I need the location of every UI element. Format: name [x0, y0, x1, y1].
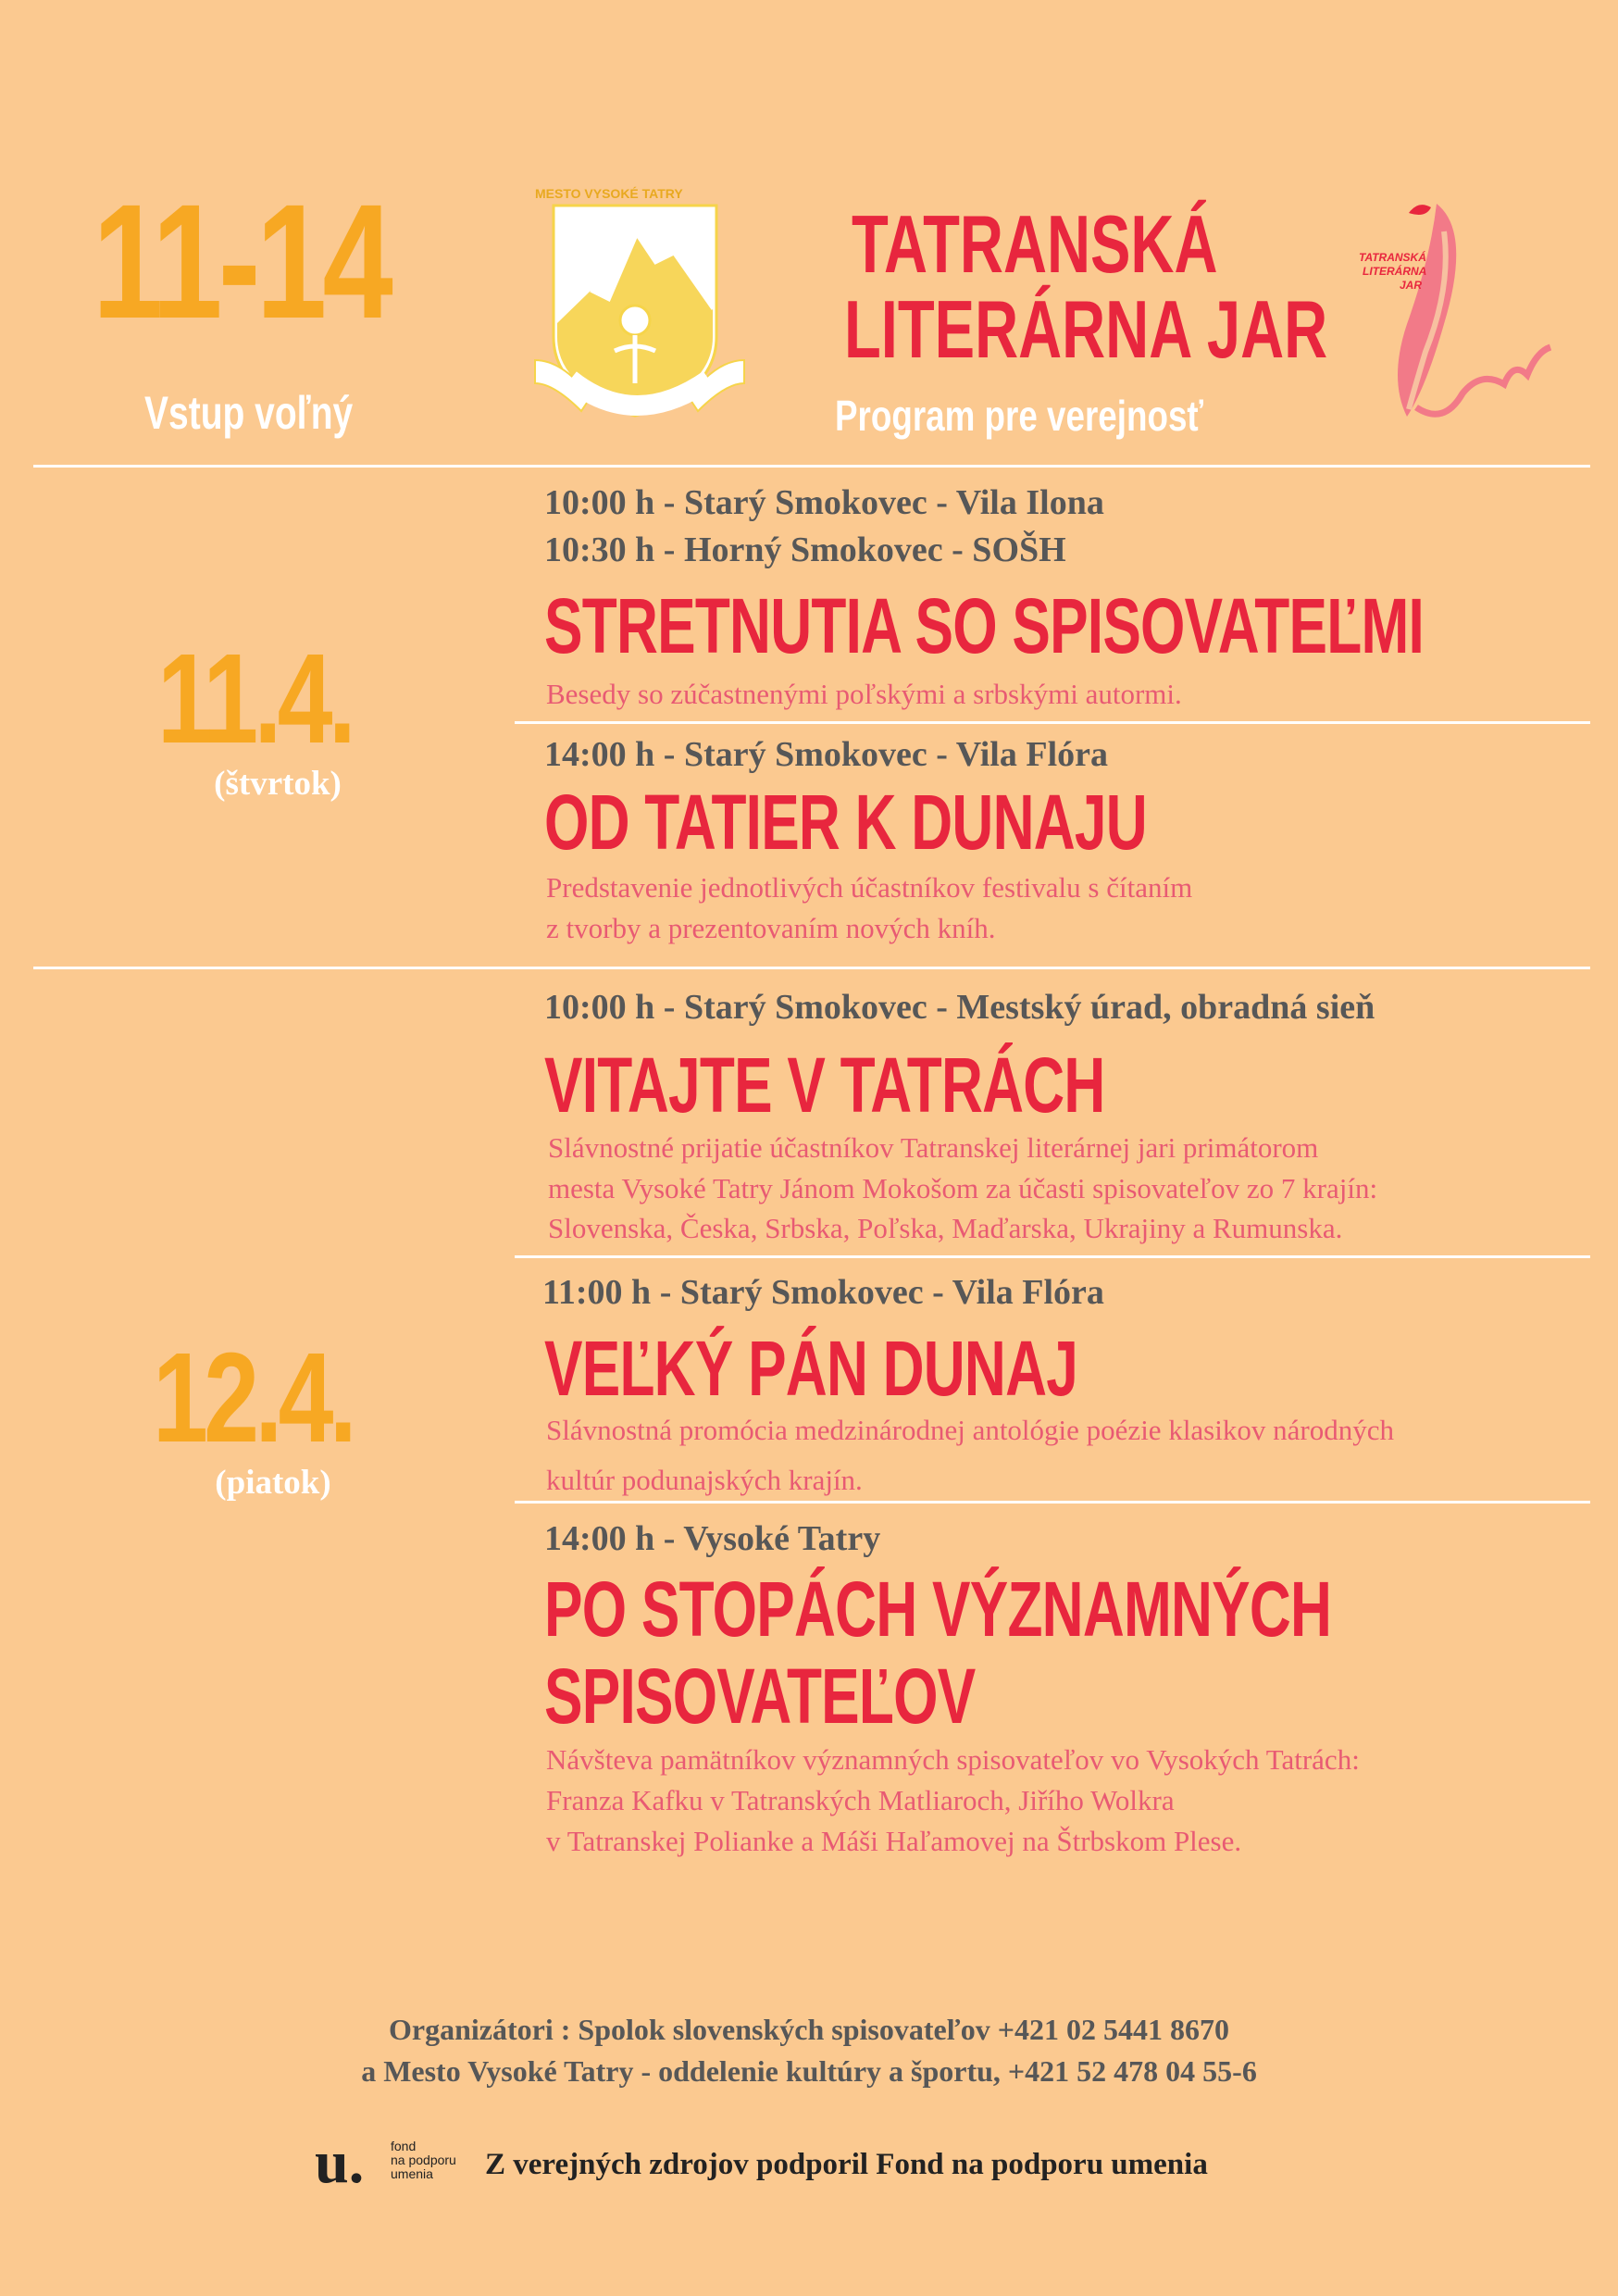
- day2-date: 12.4.: [153, 1327, 354, 1469]
- festival-logo-line1: TATRANSKÁ: [1359, 251, 1426, 264]
- festival-logo-line3: JAR: [1400, 279, 1423, 292]
- day2-event3-desc1: Návšteva pamätníkov významných spisovateľov vo Vysokých Tatrách:: [546, 1743, 1360, 1776]
- free-entry-label: Vstup voľný: [144, 387, 354, 439]
- day1-event-divider: [515, 721, 1590, 724]
- day2-event1-desc2: mesta Vysoké Tatry Jánom Mokošom za účasti spisovateľov zo 7 krajín:: [548, 1172, 1378, 1204]
- day2-event3-title1: PO STOPÁCH VÝZNAMNÝCH: [544, 1566, 1332, 1653]
- day2-event2-title: VEĽKÝ PÁN DUNAJ: [544, 1325, 1078, 1412]
- fund-logo-line2: na podporu: [391, 2152, 456, 2167]
- support-statement: Z verejných zdrojov podporil Fond na podporu umenia: [485, 2148, 1208, 2181]
- festival-dates: 11-14: [93, 171, 390, 353]
- day2-event2-desc2: kultúr podunajských krajín.: [546, 1464, 863, 1496]
- day1-weekday: (štvrtok): [214, 765, 342, 803]
- day1-event1-title: STRETNUTIA SO SPISOVATEĽMI: [544, 582, 1425, 669]
- festival-logo: [1351, 194, 1555, 426]
- day2-event1-desc1: Slávnostné prijatie účastníkov Tatranskej literárnej jari primátorom: [548, 1131, 1319, 1164]
- day1-event2-desc2: z tvorby a prezentovaním nových kníh.: [546, 912, 996, 944]
- fund-logo-line1: fond: [391, 2139, 417, 2153]
- fund-logo: [315, 2128, 481, 2199]
- crest-text: MESTO VYSOKÉ TATRY: [535, 186, 683, 201]
- day2-event2-desc1: Slávnostná promócia medzinárodnej antológie poézie klasikov národných: [546, 1414, 1394, 1446]
- day2-event-divider1: [515, 1255, 1590, 1258]
- day2-event1-desc3: Slovenska, Česka, Srbska, Poľska, Maďarska, Ukrajiny a Rumunska.: [548, 1212, 1343, 1244]
- day2-event3-title2: SPISOVATEĽOV: [544, 1653, 976, 1740]
- festival-logo-line2: LITERÁRNA: [1363, 265, 1427, 278]
- organizers-line2: a Mesto Vysoké Tatry - oddelenie kultúry a športu, +421 52 478 04 55-6: [361, 2054, 1257, 2088]
- day2-event2-time1: 11:00 h - Starý Smokovec - Vila Flóra: [542, 1273, 1104, 1312]
- day1-event1-time1: 10:00 h - Starý Smokovec - Vila Ilona: [544, 483, 1104, 522]
- festival-subtitle: Program pre verejnosť: [835, 392, 1204, 440]
- day1-event1-time2: 10:30 h - Horný Smokovec - SOŠH: [544, 530, 1066, 569]
- day2-event1-title: VITAJTE V TATRÁCH: [544, 1042, 1105, 1129]
- day2-weekday: (piatok): [215, 1464, 331, 1502]
- day1-event2-title: OD TATIER K DUNAJU: [544, 779, 1147, 866]
- day2-event3-desc3: v Tatranskej Polianke a Máši Haľamovej na Štrbskom Plese.: [546, 1825, 1242, 1857]
- day2-event3-desc2: Franza Kafku v Tatranských Matliaroch, Jiřího Wolkra: [546, 1784, 1175, 1816]
- organizers-line1: Organizátori : Spolok slovenských spisovateľov +421 02 5441 8670: [389, 2013, 1229, 2046]
- festival-title-line2: LITERÁRNA JAR: [844, 283, 1328, 375]
- header: [0, 0, 1618, 468]
- fund-logo-letter: u.: [315, 2128, 365, 2196]
- day2-event-divider2: [515, 1501, 1590, 1504]
- day1-event2-desc1: Predstavenie jednotlivých účastníkov festivalu s čítaním: [546, 871, 1193, 904]
- day1-event2-time1: 14:00 h - Starý Smokovec - Vila Flóra: [544, 735, 1109, 774]
- fund-logo-line3: umenia: [391, 2166, 433, 2181]
- day2-event3-time1: 14:00 h - Vysoké Tatry: [544, 1519, 881, 1558]
- day-divider: [33, 967, 1590, 969]
- day1-event1-desc1: Besedy so zúčastnenými poľskými a srbskými autormi.: [546, 678, 1182, 710]
- day2-event1-time1: 10:00 h - Starý Smokovec - Mestský úrad, obradná sieň: [544, 988, 1375, 1027]
- festival-title-line1: TATRANSKÁ: [852, 198, 1218, 290]
- day2-date-block: [153, 1327, 421, 1502]
- city-crest-logo: [535, 186, 744, 420]
- header-divider: [33, 465, 1590, 468]
- day1-date: 11.4.: [157, 628, 353, 770]
- day1-date-block: [157, 628, 426, 803]
